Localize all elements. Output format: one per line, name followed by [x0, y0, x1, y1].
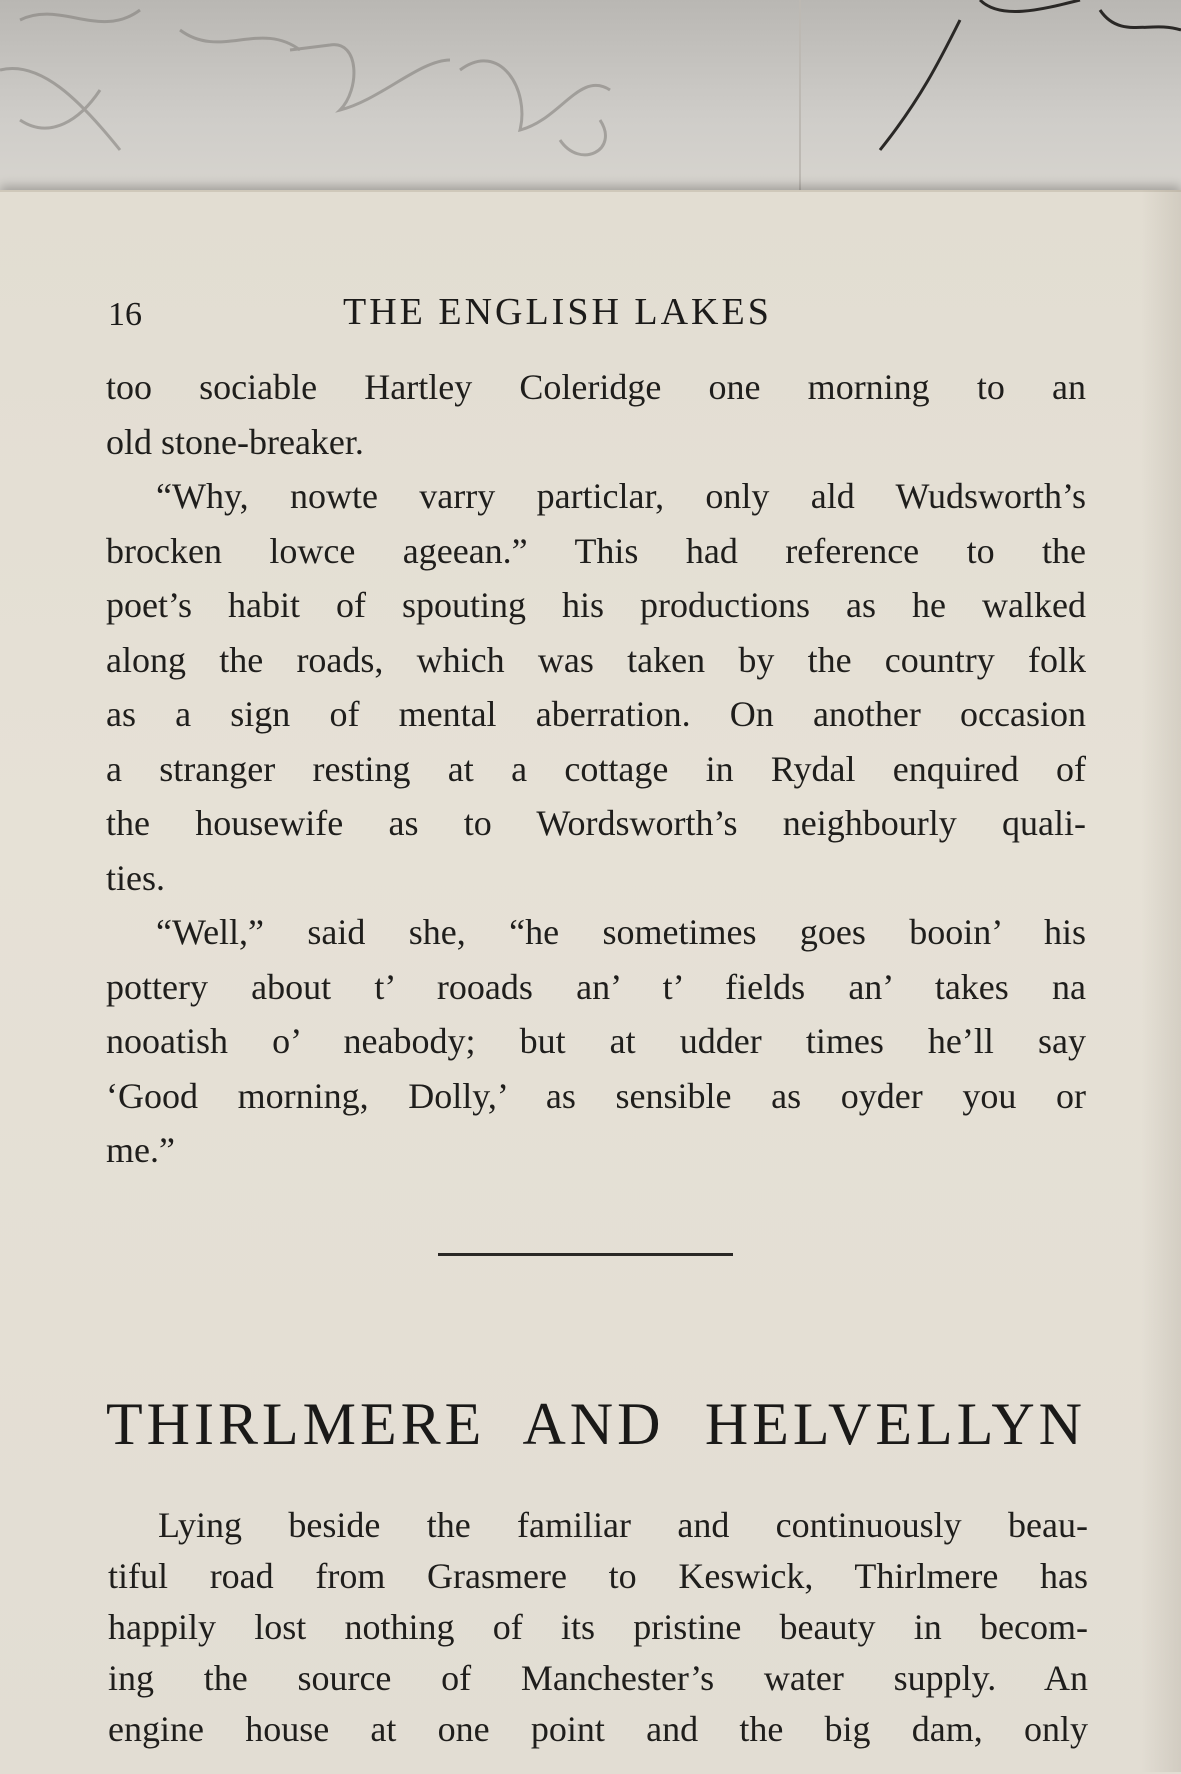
- text-line: nooatish o’ neabody; but at udder times he’ll say: [106, 1021, 1086, 1061]
- text-line: the housewife as to Wordsworth’s neighbourly quali-: [106, 803, 1086, 843]
- text-line: ing the source of Manchester’s water supply. An: [108, 1658, 1088, 1698]
- text-line: along the roads, which was taken by the country folk: [106, 639, 1086, 680]
- text-line: old stone-breaker.: [106, 421, 364, 462]
- section-heading: THIRLMERE AND HELVELLYN: [106, 1391, 1086, 1457]
- paragraph-text: [106, 360, 1086, 1178]
- text-line: ‘Good morning, Dolly,’ as sensible as oyder you or: [106, 1075, 1086, 1116]
- text-line: pottery about t’ rooads an’ t’ fields an’ takes na: [106, 966, 1086, 1007]
- text-line: “Why, nowte varry particlar, only ald Wudsworth’s: [156, 476, 1086, 516]
- text-line: tiful road from Grasmere to Keswick, Thirlmere has: [108, 1556, 1088, 1596]
- text-line: me.”: [106, 1130, 175, 1170]
- handwriting-icon: [0, 0, 1181, 200]
- text-line: a stranger resting at a cottage in Rydal enquired of: [106, 748, 1086, 789]
- text-line: too sociable Hartley Coleridge one morning to an: [106, 367, 1086, 407]
- running-head: [108, 290, 1088, 340]
- book-title: THE ENGLISH LAKES: [343, 291, 772, 333]
- text-line: engine house at one point and the big dam, only: [108, 1709, 1088, 1749]
- handwritten-letter-background: [0, 0, 1181, 200]
- text-line: Lying beside the familiar and continuously beau-: [158, 1505, 1088, 1545]
- text-line: brocken lowce ageean.” This had reference to the: [106, 530, 1086, 571]
- text-line: poet’s habit of spouting his productions as he walked: [106, 585, 1086, 625]
- page-edge-shadow: [1141, 190, 1181, 1772]
- page-number: 16: [108, 296, 142, 333]
- section-divider: [438, 1253, 733, 1256]
- text-line: happily lost nothing of its pristine beauty in becom-: [108, 1607, 1088, 1647]
- section-paragraph: [108, 1500, 1088, 1755]
- text-line: as a sign of mental aberration. On another occasion: [106, 694, 1086, 734]
- text-line: “Well,” said she, “he sometimes goes booin’ his: [156, 912, 1086, 952]
- text-line: ties.: [106, 857, 165, 898]
